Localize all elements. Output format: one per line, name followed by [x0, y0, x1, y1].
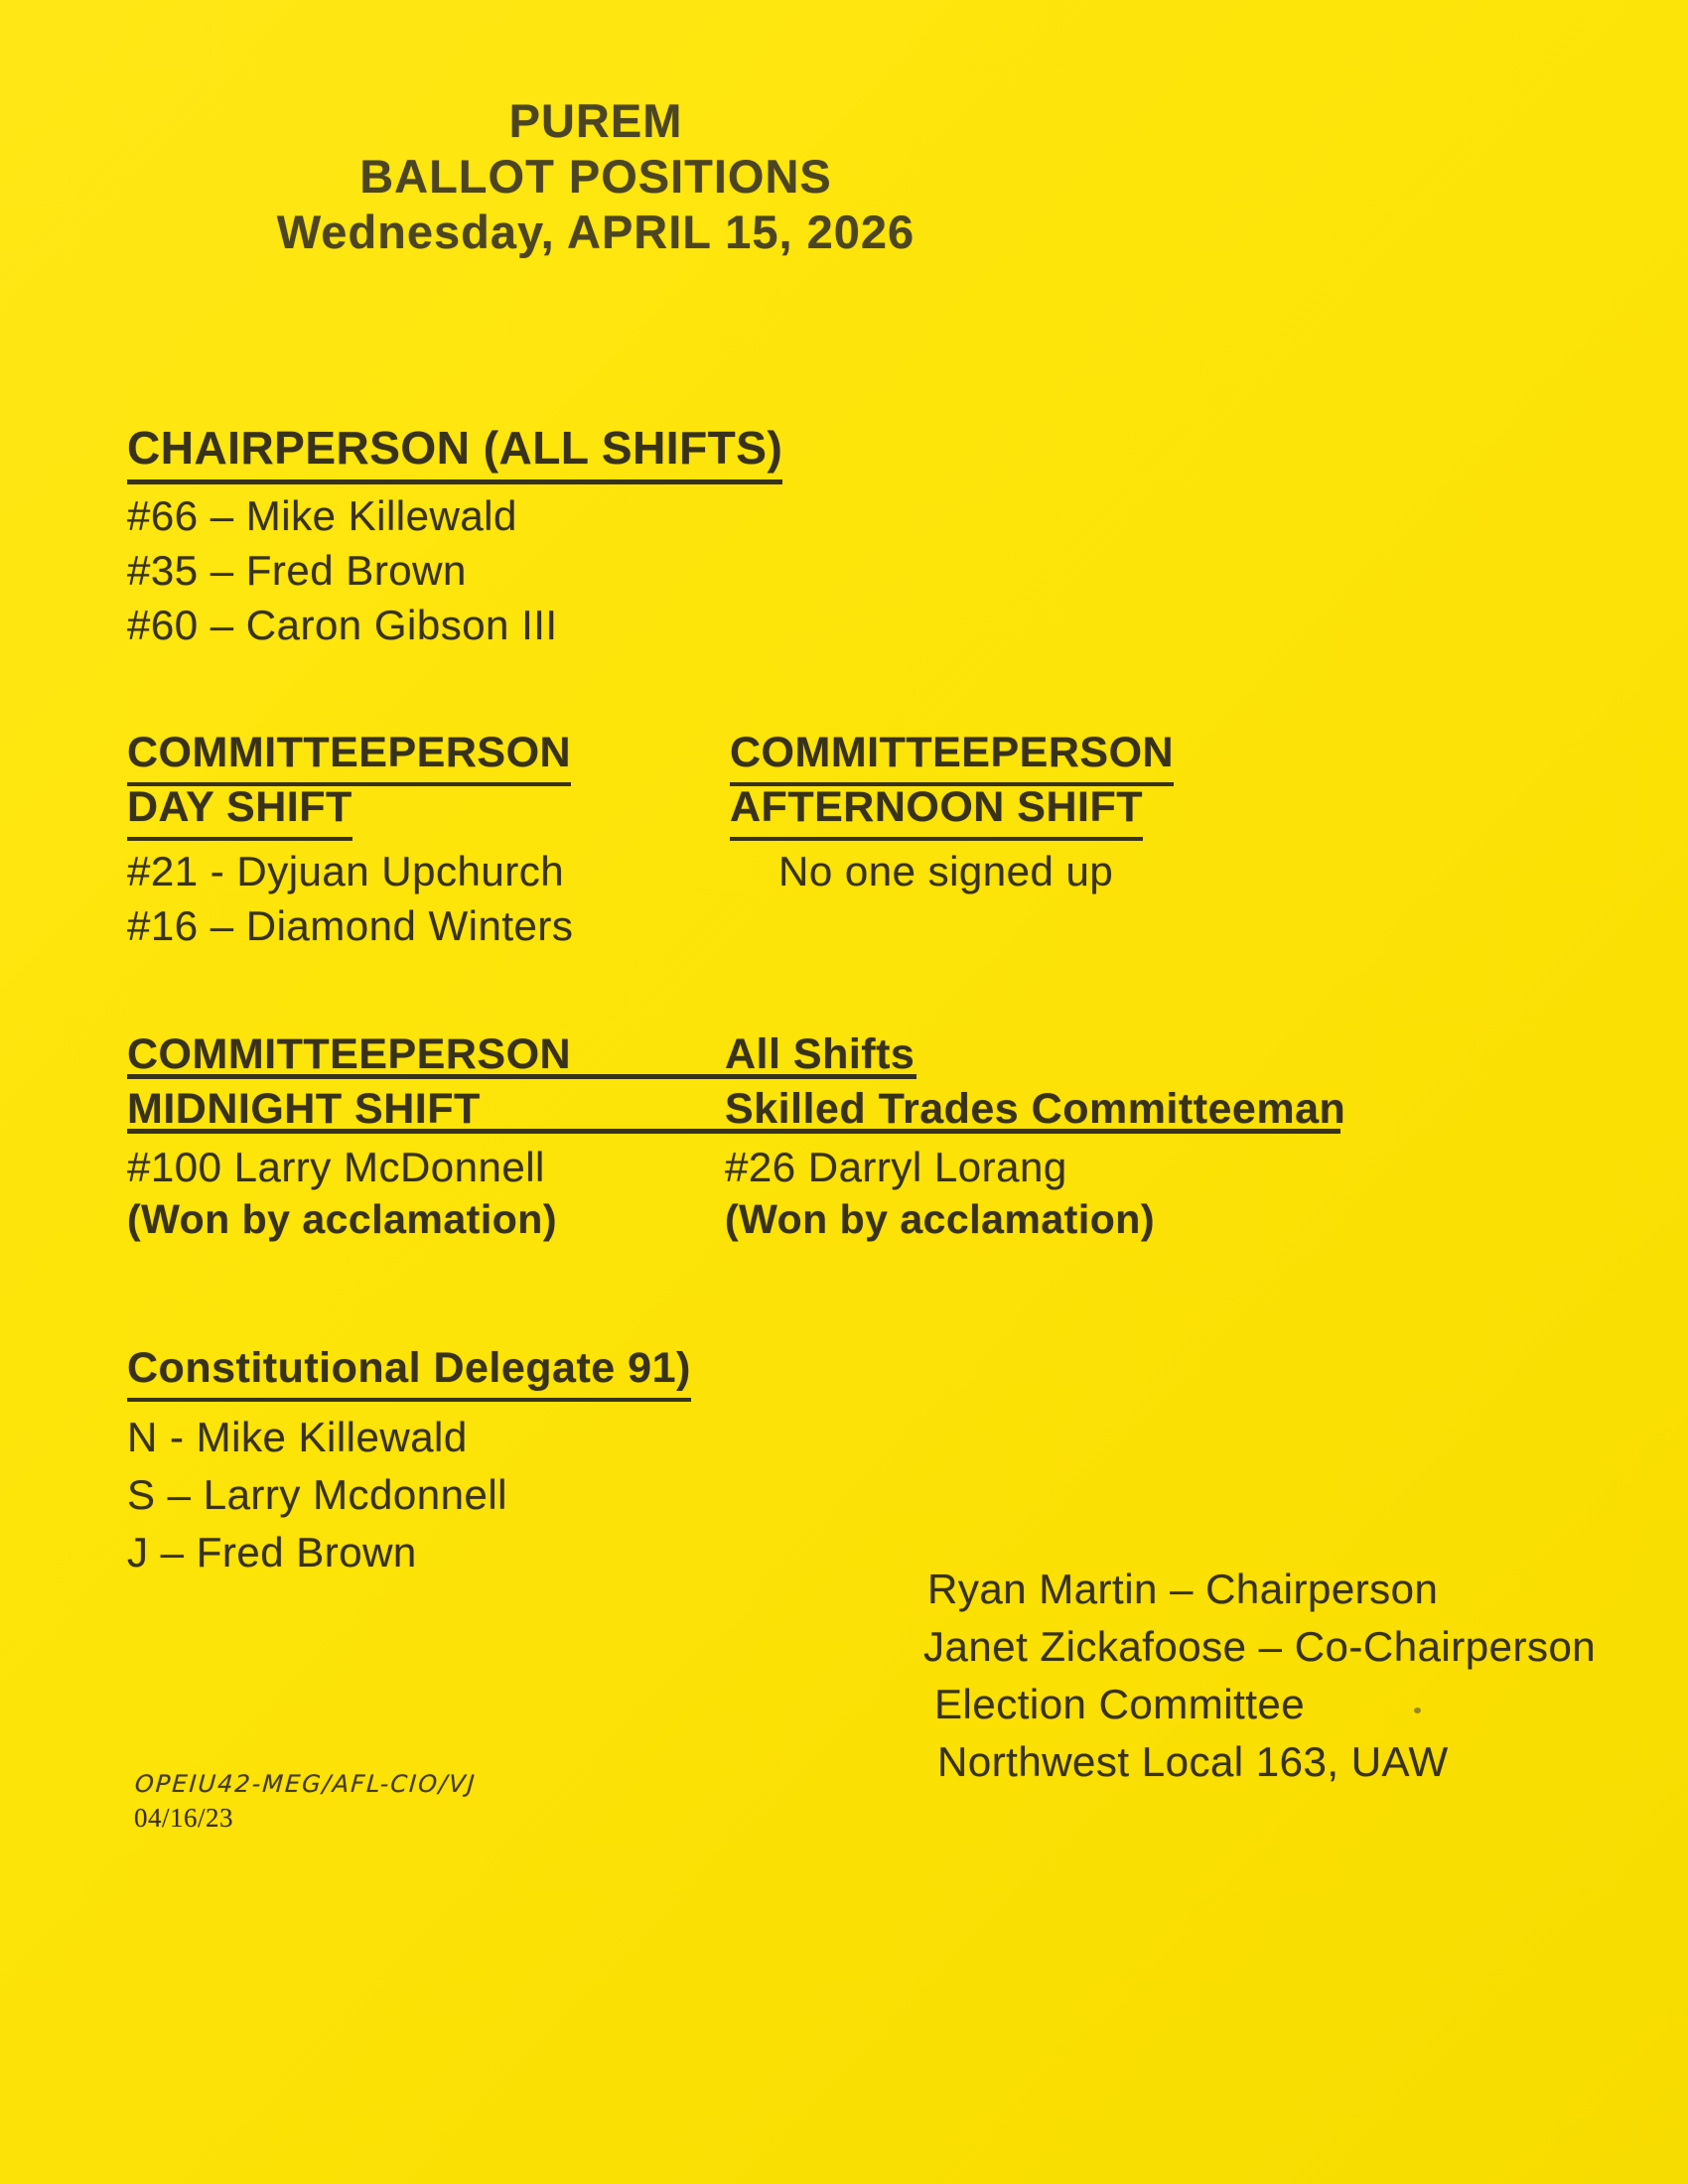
- section-heading-day-shift: DAY SHIFT: [127, 783, 352, 841]
- footer-block: [134, 1770, 476, 1834]
- signature-line-local: Northwest Local 163, UAW: [937, 1738, 1449, 1785]
- footer-date: 04/16/23: [134, 1803, 234, 1833]
- candidate-line: #66 – Mike Killewald: [127, 492, 517, 539]
- section-heading-committeeperson: COMMITTEEPERSON: [127, 1030, 572, 1078]
- heading-row-committeeperson-allshifts: [127, 1030, 916, 1079]
- heading-row-midnight-skilledtrades: [127, 1085, 1346, 1134]
- no-signup-note: No one signed up: [778, 848, 1114, 894]
- candidate-line: N - Mike Killewald: [127, 1414, 468, 1460]
- election-committee-signature-block: [923, 1561, 1596, 1791]
- title-block: [0, 93, 1192, 260]
- candidate-line: #100 Larry McDonnell: [127, 1144, 545, 1190]
- candidate-line: #21 - Dyjuan Upchurch: [127, 848, 565, 894]
- candidate-line: #35 – Fred Brown: [127, 547, 467, 594]
- section-constitutional-delegate: [127, 1344, 691, 1581]
- candidate-line: S – Larry Mcdonnell: [127, 1471, 508, 1518]
- candidate-line: J – Fred Brown: [127, 1529, 417, 1575]
- org-name: PUREM: [508, 94, 683, 147]
- acclamation-note: (Won by acclamation): [725, 1196, 1155, 1242]
- section-heading-midnight-shift: MIDNIGHT SHIFT: [127, 1085, 481, 1133]
- section-committeeperson-day: [127, 729, 573, 953]
- section-heading-afternoon-shift: AFTERNOON SHIFT: [730, 783, 1143, 841]
- acclamation-note: (Won by acclamation): [127, 1196, 557, 1242]
- candidate-line: #26 Darryl Lorang: [725, 1144, 1067, 1190]
- candidate-line: #16 – Diamond Winters: [127, 902, 574, 949]
- election-date: Wednesday, APRIL 15, 2026: [276, 205, 915, 258]
- section-heading-committeeperson: COMMITTEEPERSON: [127, 729, 571, 786]
- section-heading-committeeperson: COMMITTEEPERSON: [730, 729, 1174, 786]
- scan-speck: [1414, 1707, 1421, 1713]
- section-heading-skilled-trades: Skilled Trades Committeeman: [725, 1085, 1346, 1133]
- signature-line-co-chairperson: Janet Zickafoose – Co-Chairperson: [923, 1623, 1597, 1670]
- section-heading-constitutional-delegate: Constitutional Delegate 91): [127, 1344, 691, 1402]
- document-title: BALLOT POSITIONS: [359, 150, 832, 203]
- section-heading-all-shifts: All Shifts: [725, 1030, 915, 1078]
- section-chairperson: [127, 421, 782, 652]
- signature-line-committee: Election Committee: [934, 1681, 1306, 1727]
- section-committeeperson-afternoon: [730, 729, 1174, 898]
- union-label-codes: OPEIU42-MEG/AFL-CIO/VJ: [134, 1770, 478, 1798]
- section-heading-chairperson: CHAIRPERSON (ALL SHIFTS): [127, 421, 782, 484]
- signature-line-chairperson: Ryan Martin – Chairperson: [927, 1566, 1439, 1612]
- candidate-line: #60 – Caron Gibson III: [127, 602, 558, 648]
- chairperson-candidate-list: [127, 488, 782, 652]
